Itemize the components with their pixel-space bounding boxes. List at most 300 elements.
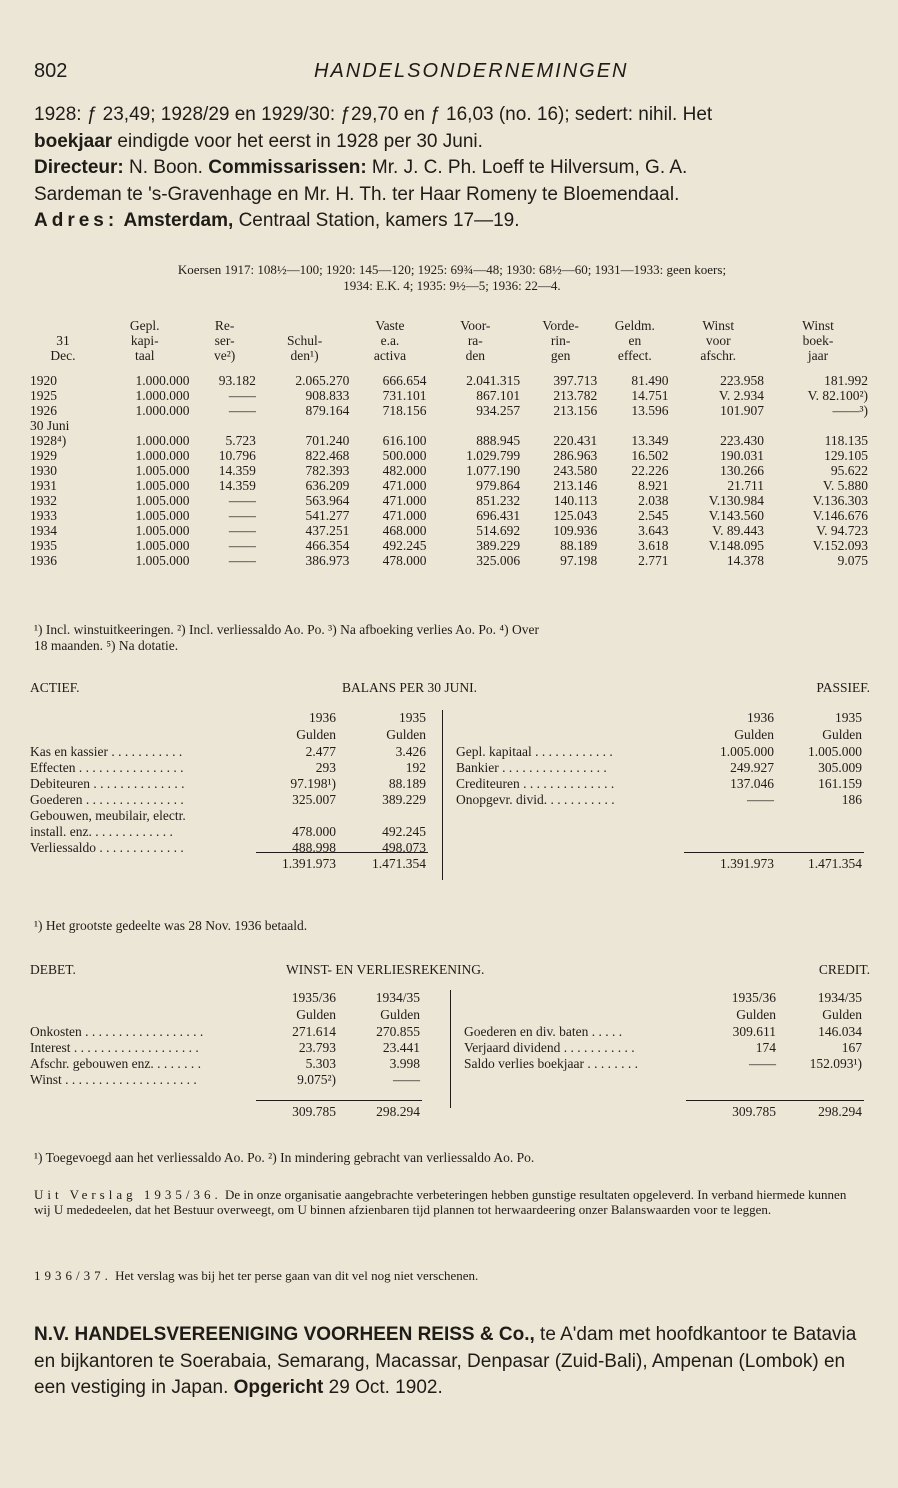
column-header-line: en (628, 333, 642, 348)
table-cell: ——³) (832, 403, 868, 418)
column-header (192, 318, 258, 367)
row-date: 1934 (30, 523, 57, 538)
total-rule (256, 852, 428, 853)
verslag-text: De in onze organisatie aangebrachte verbeteringen hebben gunstige resultaten opgeleverd. In verband hiermede kunnen wij U mededeelen, dat het Bestuur overweegt, om U binnen afzienbaren tijd plannen tot herwaardeering onzer Balanswaarden voor te leggen. (34, 1187, 847, 1217)
table-cell: 213.156 (553, 403, 598, 418)
row-value: 492.245 (382, 824, 426, 839)
table-row (28, 367, 870, 388)
column-header-line: rin- (550, 333, 571, 348)
table-cell: 14.751 (631, 388, 669, 403)
row-value: 3.426 (395, 744, 426, 759)
year-header: 1935 (399, 710, 426, 725)
table-cell: 636.209 (305, 478, 350, 493)
table-cell: 130.266 (720, 463, 765, 478)
footnote-line: ¹) Incl. winstuitkeeringen. ²) Incl. verliessaldo Ao. Po. ³) Na afboeking verlies Ao. Po. ⁴) Over (34, 622, 539, 637)
table-cell (192, 418, 258, 433)
row-date: 1930 (30, 463, 57, 478)
row-label: Goederen . . . . . . . . . . . . . . . (30, 792, 184, 807)
column-header (599, 318, 670, 367)
row-value: 9.075²) (297, 1072, 336, 1087)
table-cell: 389.229 (476, 538, 521, 553)
table-cell: 14.378 (726, 553, 765, 568)
total-value: 298.294 (376, 1104, 420, 1119)
table-cell: 397.713 (553, 373, 598, 388)
row-date: 1920 (30, 373, 57, 388)
row-value: 152.093¹) (809, 1056, 862, 1071)
table-cell: 213.146 (553, 478, 598, 493)
table-cell: 3.643 (638, 523, 669, 538)
row-value: 305.009 (818, 760, 862, 775)
total-value: 1.471.354 (372, 856, 426, 871)
table-cell: V.146.676 (812, 508, 868, 523)
statistics-footnote (34, 622, 870, 654)
table-cell: 5.723 (225, 433, 256, 448)
column-header (766, 318, 870, 367)
table-cell: 616.100 (382, 433, 427, 448)
table-cell: 223.430 (720, 433, 765, 448)
unit-header: Gulden (736, 1007, 776, 1022)
table-cell: 471.000 (382, 478, 427, 493)
total-rule (686, 1100, 864, 1101)
column-header-line: kapi- (130, 333, 159, 348)
row-label: Effecten . . . . . . . . . . . . . . . . (30, 760, 184, 775)
row-label: Gepl. kapitaal . . . . . . . . . . . . (456, 744, 613, 759)
table-cell (670, 418, 766, 433)
verslag-paragraph (34, 1187, 864, 1217)
table-cell: 14.359 (218, 478, 256, 493)
table-cell: 181.992 (824, 373, 868, 388)
koersen-line: Koersen 1917: 108½—100; 1920: 145—120; 1925: 69¾—48; 1930: 68½—60; 1931—1933: geen koers; (177, 262, 727, 277)
table-cell: 13.349 (631, 433, 669, 448)
profit-loss-statement (30, 962, 870, 1132)
unit-header: Gulden (386, 727, 426, 742)
table-cell: 2.545 (638, 508, 669, 523)
balance-sheet (30, 680, 870, 890)
table-cell: V.143.560 (708, 508, 765, 523)
table-row (28, 478, 870, 493)
row-value: 498.073 (382, 840, 426, 855)
center-title: WINST- EN VERLIESREKENING. (286, 962, 485, 977)
table-cell: 14.359 (218, 463, 256, 478)
table-cell: —— (228, 493, 256, 508)
table-cell: 13.596 (631, 403, 669, 418)
table-cell: 1.077.190 (466, 463, 521, 478)
table-cell: 1.029.799 (466, 448, 521, 463)
column-header (522, 318, 599, 367)
column-header-line: Winst (702, 318, 735, 333)
column-header-line: voor (705, 333, 731, 348)
year-header: 1935 (835, 710, 862, 725)
table-cell: 541.277 (305, 508, 350, 523)
column-header-line: effect. (617, 348, 652, 363)
total-rule (256, 1100, 422, 1101)
adres-city: Amsterdam, (123, 210, 234, 231)
row-value: 137.046 (730, 776, 774, 791)
row-date: 1929 (30, 448, 57, 463)
row-label: Onkosten . . . . . . . . . . . . . . . . . . (30, 1024, 204, 1039)
column-header-line: den¹) (290, 348, 319, 363)
table-cell: —— (228, 553, 256, 568)
table-cell: 782.393 (305, 463, 350, 478)
row-value: 270.855 (376, 1024, 420, 1039)
row-label: Interest . . . . . . . . . . . . . . . . . . . (30, 1040, 199, 1055)
table-cell: 325.006 (476, 553, 521, 568)
boekjaar-label: boekjaar (34, 130, 113, 152)
total-value: 1.471.354 (808, 856, 862, 871)
table-cell: V.136.303 (812, 493, 868, 508)
table-cell: 1.000.000 (135, 388, 190, 403)
row-value: 271.614 (292, 1024, 336, 1039)
column-divider (450, 990, 451, 1108)
unit-header: Gulden (380, 1007, 420, 1022)
unit-header: Gulden (822, 1007, 862, 1022)
table-cell: V. 94.723 (816, 523, 868, 538)
column-header-line: gen (550, 348, 571, 363)
directeur-label: Directeur: (34, 157, 124, 178)
column-header (28, 318, 98, 367)
table-cell (98, 418, 192, 433)
column-header-line: Schul- (286, 333, 323, 348)
total-value: 298.294 (818, 1104, 862, 1119)
table-cell: 979.864 (476, 478, 521, 493)
table-cell: 1.000.000 (135, 433, 190, 448)
row-value: 249.927 (730, 760, 774, 775)
table-cell: 471.000 (382, 508, 427, 523)
table-row (28, 403, 870, 418)
table-cell: 514.692 (476, 523, 521, 538)
table-cell (351, 418, 428, 433)
row-label: Afschr. gebouwen enz. . . . . . . . (30, 1056, 201, 1071)
row-value: 97.198¹) (290, 776, 336, 791)
year-header: 1935/36 (731, 990, 776, 1005)
table-cell: 220.431 (553, 433, 598, 448)
column-header-line: Vaste (375, 318, 405, 333)
total-rule (684, 852, 864, 853)
table-cell: —— (228, 388, 256, 403)
table-cell: 1.005.000 (135, 538, 190, 553)
row-label: Bankier . . . . . . . . . . . . . . . . (456, 760, 607, 775)
intro-line: 1928: ƒ 23,49; 1928/29 en 1929/30: ƒ29,70 en ƒ 16,03 (no. 16); sedert: nihil. Het (34, 104, 713, 125)
left-title: DEBET. (30, 962, 76, 977)
opgericht-date: 29 Oct. 1902. (323, 1377, 443, 1398)
table-cell: 718.156 (382, 403, 427, 418)
row-value: 146.034 (818, 1024, 862, 1039)
table-row (28, 433, 870, 448)
table-row (28, 493, 870, 508)
row-value: 23.793 (298, 1040, 336, 1055)
table-cell: 286.963 (553, 448, 598, 463)
row-value: 488.998 (292, 840, 336, 855)
total-value: 1.391.973 (720, 856, 774, 871)
table-cell: 190.031 (720, 448, 765, 463)
column-header (429, 318, 523, 367)
koersen-line: 1934: E.K. 4; 1935: 9½—5; 1936: 22—4. (343, 278, 561, 293)
table-cell: 468.000 (382, 523, 427, 538)
year-header: 1934/35 (375, 990, 420, 1005)
table-cell: 563.964 (305, 493, 350, 508)
statistics-body (28, 367, 870, 568)
row-date: 1928⁴) (30, 433, 67, 448)
row-value: —— (393, 1072, 420, 1087)
row-date: 1936 (30, 553, 57, 568)
column-header-line: afschr. (700, 348, 737, 363)
column-header (351, 318, 428, 367)
row-label: Gebouwen, meubilair, electr. (30, 808, 186, 823)
table-cell: —— (228, 538, 256, 553)
table-cell: 478.000 (382, 553, 427, 568)
company-description: te A'dam met hoofdkantoor te Batavia en bijkantoren te Soerabaia, Semarang, Macassar, Denpasar (Zuid-Bali), Ampenan (Lombok) en een vestiging in Japan. (34, 1324, 857, 1398)
intro-line (34, 129, 866, 156)
row-value: 1.005.000 (808, 744, 862, 759)
table-cell: 731.101 (382, 388, 427, 403)
column-header-line: e.a. (380, 333, 400, 348)
table-cell: 140.113 (553, 493, 598, 508)
column-header-line: Re- (214, 318, 235, 333)
table-cell: 867.101 (476, 388, 521, 403)
page-header (34, 60, 868, 90)
next-company-entry (34, 1322, 864, 1402)
row-date: 1932 (30, 493, 57, 508)
table-cell: 223.958 (720, 373, 765, 388)
table-cell: 93.182 (218, 373, 256, 388)
center-title: BALANS PER 30 JUNI. (342, 680, 478, 695)
column-header-line: den (465, 348, 486, 363)
row-label: Verjaard dividend . . . . . . . . . . . (464, 1040, 635, 1055)
row-label: Kas en kassier . . . . . . . . . . . (30, 744, 183, 759)
row-value: —— (749, 1056, 776, 1071)
year-header: 1935/36 (291, 990, 336, 1005)
table-cell (258, 418, 352, 433)
column-divider (442, 710, 443, 880)
table-cell: 129.105 (824, 448, 868, 463)
left-title: ACTIEF. (30, 680, 80, 695)
row-value: 192 (405, 760, 426, 775)
table-cell: 1.000.000 (135, 373, 190, 388)
row-value: 23.441 (382, 1040, 420, 1055)
year-header: 1936 (309, 710, 336, 725)
table-cell: 118.135 (824, 433, 868, 448)
table-cell: 1.005.000 (135, 493, 190, 508)
footnote-line: 18 maanden. ⁵) Na dotatie. (34, 638, 179, 653)
column-header-line: ra- (467, 333, 483, 348)
row-value: 3.998 (389, 1056, 420, 1071)
column-header-line: ve²) (214, 348, 236, 363)
row-value: 478.000 (292, 824, 336, 839)
row-value: 5.303 (305, 1056, 336, 1071)
row-date: 30 Juni (30, 418, 70, 433)
column-header-line: boek- (802, 333, 834, 348)
column-header-line: jaar (807, 348, 829, 363)
row-value: 167 (841, 1040, 862, 1055)
table-cell: 81.490 (631, 373, 669, 388)
table-cell: 101.907 (720, 403, 765, 418)
table-cell: V. 82.100²) (807, 388, 868, 403)
row-value: 293 (315, 760, 336, 775)
unit-header: Gulden (296, 1007, 336, 1022)
unit-header: Gulden (734, 727, 774, 742)
table-row (28, 418, 870, 433)
table-cell: 666.654 (382, 373, 427, 388)
table-cell: 1.005.000 (135, 553, 190, 568)
total-value: 309.785 (732, 1104, 776, 1119)
column-header-line: ser- (214, 333, 235, 348)
row-label: Saldo verlies boekjaar . . . . . . . . (464, 1056, 638, 1071)
column-header-line: Voor- (460, 318, 491, 333)
row-value: 1.005.000 (720, 744, 774, 759)
table-cell: 1.005.000 (135, 463, 190, 478)
row-date: 1926 (30, 403, 57, 418)
table-cell (766, 418, 870, 433)
table-cell: 822.468 (305, 448, 350, 463)
row-label: Goederen en div. baten . . . . . (464, 1024, 623, 1039)
table-row (28, 508, 870, 523)
table-row (28, 448, 870, 463)
statistics-header-row (28, 318, 870, 367)
table-cell: V.130.984 (708, 493, 765, 508)
column-header-line: activa (373, 348, 407, 363)
table-cell: 1.005.000 (135, 478, 190, 493)
row-value: 186 (841, 792, 862, 807)
table-cell: V.152.093 (812, 538, 868, 553)
table-cell (429, 418, 523, 433)
column-header (258, 318, 352, 367)
intro-line (34, 208, 866, 235)
table-row (28, 553, 870, 568)
table-cell: 97.198 (560, 553, 598, 568)
row-value: 88.189 (388, 776, 426, 791)
year-header: 1936 (747, 710, 774, 725)
table-cell: —— (228, 508, 256, 523)
intro-line: Sardeman te 's-Gravenhage en Mr. H. Th. ter Haar Romeny te Bloemendaal. (34, 183, 680, 205)
row-label: Crediteuren . . . . . . . . . . . . . . (456, 776, 615, 791)
unit-header: Gulden (822, 727, 862, 742)
table-cell: 125.043 (553, 508, 598, 523)
row-value: 161.159 (818, 776, 862, 791)
table-cell: 386.973 (305, 553, 350, 568)
table-cell: 243.580 (553, 463, 598, 478)
row-value: 174 (755, 1040, 776, 1055)
right-title: PASSIEF. (816, 680, 870, 695)
row-value: 2.477 (305, 744, 336, 759)
boekjaar-text: eindigde voor het eerst in 1928 per 30 Juni. (112, 130, 483, 152)
year-header: 1934/35 (817, 990, 862, 1005)
row-date: 1933 (30, 508, 57, 523)
table-row (28, 538, 870, 553)
column-header-line: Geldm. (614, 318, 655, 333)
profit-loss-footnote: ¹) Toegevoegd aan het verliessaldo Ao. Po. ²) In mindering gebracht van verliessaldo Ao. Po. (34, 1150, 535, 1165)
column-header-line: Gepl. (129, 318, 160, 333)
table-cell: 21.711 (727, 478, 765, 493)
row-label: Winst . . . . . . . . . . . . . . . . . . . . (30, 1072, 197, 1087)
table-cell: 471.000 (382, 493, 427, 508)
table-cell: 851.232 (476, 493, 521, 508)
total-value: 309.785 (292, 1104, 336, 1119)
column-header-line: Dec. (50, 348, 76, 363)
page-number: 802 (34, 60, 68, 82)
table-cell: 492.245 (382, 538, 427, 553)
table-cell: V.148.095 (708, 538, 765, 553)
unit-header: Gulden (296, 727, 336, 742)
table-cell: 888.945 (476, 433, 521, 448)
table-cell: 1.005.000 (135, 508, 190, 523)
column-header-line: 31 (56, 333, 70, 348)
commissarissen-text: Mr. J. C. Ph. Loeff te Hilversum, G. A. (366, 157, 688, 178)
table-cell: V. 89.443 (712, 523, 765, 538)
row-value: —— (747, 792, 774, 807)
table-cell: 879.164 (305, 403, 350, 418)
table-row (28, 463, 870, 478)
table-cell: 9.075 (837, 553, 868, 568)
table-cell: 10.796 (218, 448, 256, 463)
row-date: 1931 (30, 478, 57, 493)
balance-footnote: ¹) Het grootste gedeelte was 28 Nov. 1936 betaald. (34, 918, 308, 933)
table-cell: 8.921 (638, 478, 669, 493)
table-cell: 500.000 (382, 448, 427, 463)
verslag2-text: Het verslag was bij het ter perse gaan van dit vel nog niet verschenen. (111, 1268, 479, 1283)
table-cell: 2.771 (638, 553, 669, 568)
opgericht-label: Opgericht (233, 1377, 324, 1398)
table-cell: 1.005.000 (135, 523, 190, 538)
table-cell (599, 418, 670, 433)
table-cell: —— (228, 403, 256, 418)
row-date: 1925 (30, 388, 57, 403)
koersen-text (34, 262, 870, 294)
column-header-line: taal (134, 348, 155, 363)
table-cell: V. 5.880 (822, 478, 868, 493)
table-cell: —— (228, 523, 256, 538)
table-cell: 701.240 (305, 433, 350, 448)
row-value: 389.229 (382, 792, 426, 807)
row-label: install. enz. . . . . . . . . . . . . (30, 824, 173, 839)
adres-text: Centraal Station, kamers 17—19. (233, 210, 520, 231)
table-cell (522, 418, 599, 433)
table-row (28, 388, 870, 403)
company-intro (34, 102, 866, 235)
table-cell: 1.000.000 (135, 448, 190, 463)
row-label: Debiteuren . . . . . . . . . . . . . . (30, 776, 185, 791)
table-cell: 466.354 (305, 538, 350, 553)
running-title: HANDELSONDERNEMINGEN (314, 60, 629, 82)
table-cell: 1.000.000 (135, 403, 190, 418)
row-label: Onopgevr. divid. . . . . . . . . . . (456, 792, 615, 807)
right-title: CREDIT. (818, 962, 870, 977)
table-cell: 482.000 (382, 463, 427, 478)
verslag-1936-37 (34, 1268, 864, 1283)
commissarissen-label: Commissarissen: (208, 157, 367, 178)
table-cell: 2.065.270 (295, 373, 350, 388)
table-row (28, 523, 870, 538)
table-cell: 213.782 (553, 388, 598, 403)
total-value: 1.391.973 (282, 856, 336, 871)
column-header (98, 318, 192, 367)
table-cell: 3.618 (638, 538, 669, 553)
table-cell: 696.431 (476, 508, 521, 523)
column-header (670, 318, 766, 367)
verslag2-label: 1936/37. (34, 1268, 112, 1283)
table-cell: 934.257 (476, 403, 521, 418)
table-cell: V. 2.934 (718, 388, 765, 403)
verslag-label: Uit Verslag 1935/36. (34, 1187, 222, 1202)
table-cell: 88.189 (560, 538, 598, 553)
column-header-line: Winst (802, 318, 834, 333)
adres-label: Adres: (34, 210, 119, 231)
intro-line (34, 155, 866, 182)
statistics-table (28, 318, 870, 568)
table-cell: 22.226 (631, 463, 669, 478)
row-label: Verliessaldo . . . . . . . . . . . . . (30, 840, 184, 855)
row-value: 309.611 (732, 1024, 776, 1039)
table-cell: 16.502 (631, 448, 669, 463)
